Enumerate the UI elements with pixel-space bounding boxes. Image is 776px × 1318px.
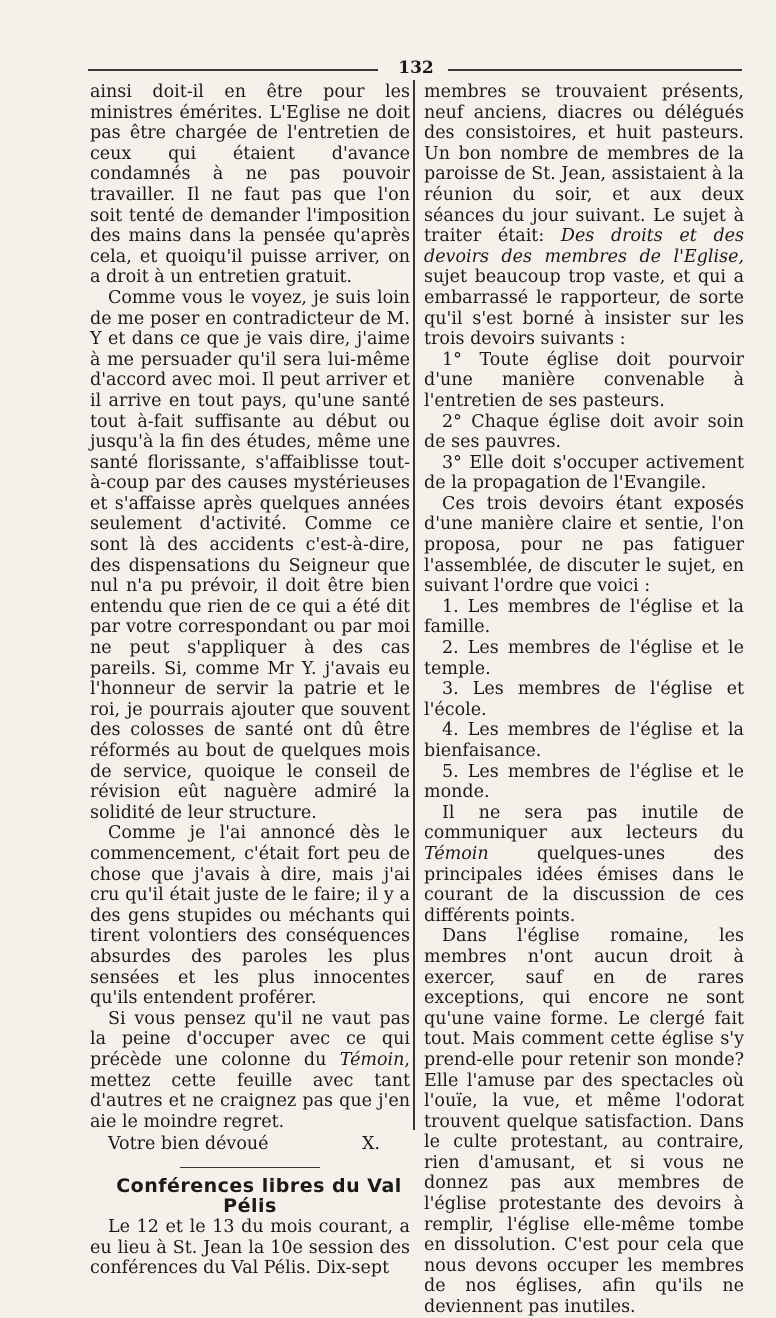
signature: X. (361, 1134, 380, 1155)
text: membres se trouvaient présents, neuf anciens, diacres ou délégués des consistoires, et huit pasteurs. Un bon nombre de membres de la paroisse de St. Jean, assistaient à la réunion du soir, et aux deux séances du jour suivant. Le sujet à traiter était: (424, 82, 744, 247)
paragraph (424, 82, 744, 350)
list-item: 2. Les membres de l'église et le temple. (424, 638, 744, 679)
page-number: 132 (398, 58, 434, 78)
paragraph (90, 1009, 410, 1133)
left-column (90, 82, 410, 1279)
italic-text: Témoin (424, 843, 489, 864)
header-rule-right (448, 69, 742, 71)
paragraph: Comme vous le voyez, je suis loin de me poser en contradicteur de M. Y et dans ce que je vais dire, j'aime à me persuader qu'il sera lui-même d'accord avec moi. Il peut arriver et il arrive en tout pays, qu'une santé tout à-fait suffisante au début ou jusqu'à la fin des études, même une santé florissante, s'affaiblisse tout-à-coup par des causes mystérieuses et s'affaisse après quelques années seulement d'activité. Comme ce sont là des accidents c'est-à-dire, des dispensations du Seigneur que nul n'a pu prévoir, il doit être bien entendu que rien de ce qui a été dit par votre correspondant ou par moi ne peut s'appliquer à des cas pareils. Si, comme Mr Y. j'avais eu l'honneur de servir la patrie et le roi, je pourrais ajouter que souvent des colosses de santé ont dû être réformés au bout de quelques mois de service, quoique le conseil de révision eût naguère admiré la solidité de leur structure. (90, 287, 410, 823)
list-item: 4. Les membres de l'église et la bienfaisance. (424, 720, 744, 761)
italic-text: Témoin (339, 1049, 405, 1070)
list-item: 2° Chaque église doit avoir soin de ses pauvres. (424, 411, 744, 453)
closing-line (90, 1134, 410, 1155)
section-separator (180, 1167, 320, 1168)
list-item: 3° Elle doit s'occuper activement de la propagation de l'Evangile. (424, 452, 744, 494)
list-item: 3. Les membres de l'église et l'école. (424, 679, 744, 720)
closing: Votre bien dévoué (108, 1134, 269, 1155)
text: , mettez cette feuille avec tant d'autres et ne craignez pas que j'en aie le moindre regret. (90, 1049, 410, 1132)
text: Il ne sera pas inutile de communiquer aux lecteurs du (424, 802, 744, 844)
page-header (88, 58, 742, 78)
list-item: 1. Les membres de l'église et la famille. (424, 596, 744, 638)
right-column (424, 82, 744, 1318)
list-item: 1° Toute église doit pourvoir d'une manière convenable à l'entretien de ses pasteurs. (424, 349, 744, 411)
paragraph: ainsi doit-il en être pour les ministres émérites. L'Eglise ne doit pas être chargée de l'entretien de ceux qui étaient d'avance condamnés à ne pas pouvoir travailler. Il ne faut pas que l'on soit tenté de demander l'imposition des mains dans la pensée qu'après cela, et quoiqu'il puisse arriver, on a droit à un entretien gratuit. (90, 82, 410, 288)
text: sujet beaucoup trop vaste, et qui a embarrassé le rapporteur, de sorte qu'il s'est borné à insister sur les trois devoirs suivants : (424, 267, 744, 350)
paragraph: Comme je l'ai annoncé dès le commencement, c'était fort peu de chose que j'avais à dire, mais j'ai cru qu'il était juste de le faire; il y a des gens stupides ou méchants qui tirent volontiers des conséquences absurdes des paroles les plus sensées et les plus innocentes qu'ils entendent proférer. (90, 823, 410, 1009)
paragraph: Dans l'église romaine, les membres n'ont aucun droit à exercer, sauf en de rares exceptions, qui encore ne sont qu'une vaine forme. Le clergé fait tout. Mais comment cette église s'y prend-elle pour retenir son monde? Elle l'amuse par des spectacles où l'ouïe, la vue, et même l'odorat trouvent quelque satisfaction. Dans le culte protestant, au contraire, rien d'amusant, et si vous ne donnez pas aux membres de l'église protestante des devoirs à remplir, l'église elle-même tombe en dissolution. C'est pour cela que nous devons occuper les membres de nos églises, afin qu'ils ne deviennent pas inutiles. (424, 926, 744, 1318)
text: Si vous pensez qu'il ne vaut pas la peine d'occuper avec ce qui précède une colonne du (90, 1008, 410, 1070)
text: quelques-unes des principales idées émises dans le courant de la discussion de ces différents points. (424, 843, 744, 926)
italic-text: Des droits et des devoirs des membres de l'Eglise, (424, 226, 745, 267)
paragraph: Ces trois devoirs étant exposés d'une manière claire et sentie, l'on proposa, pour ne pas fatiguer l'assemblée, de discuter le sujet, en suivant l'ordre que voici : (424, 493, 744, 597)
paragraph (424, 803, 744, 927)
section-title: Conférences libres du Val Pélis (116, 1174, 402, 1218)
list-item: 5. Les membres de l'église et le monde. (424, 761, 744, 803)
paragraph: Le 12 et le 13 du mois courant, a eu lieu à St. Jean la 10e session des conférences du Val Pélis. Dix-sept (90, 1217, 410, 1279)
header-rule-left (88, 69, 378, 71)
column-divider (413, 80, 415, 1130)
